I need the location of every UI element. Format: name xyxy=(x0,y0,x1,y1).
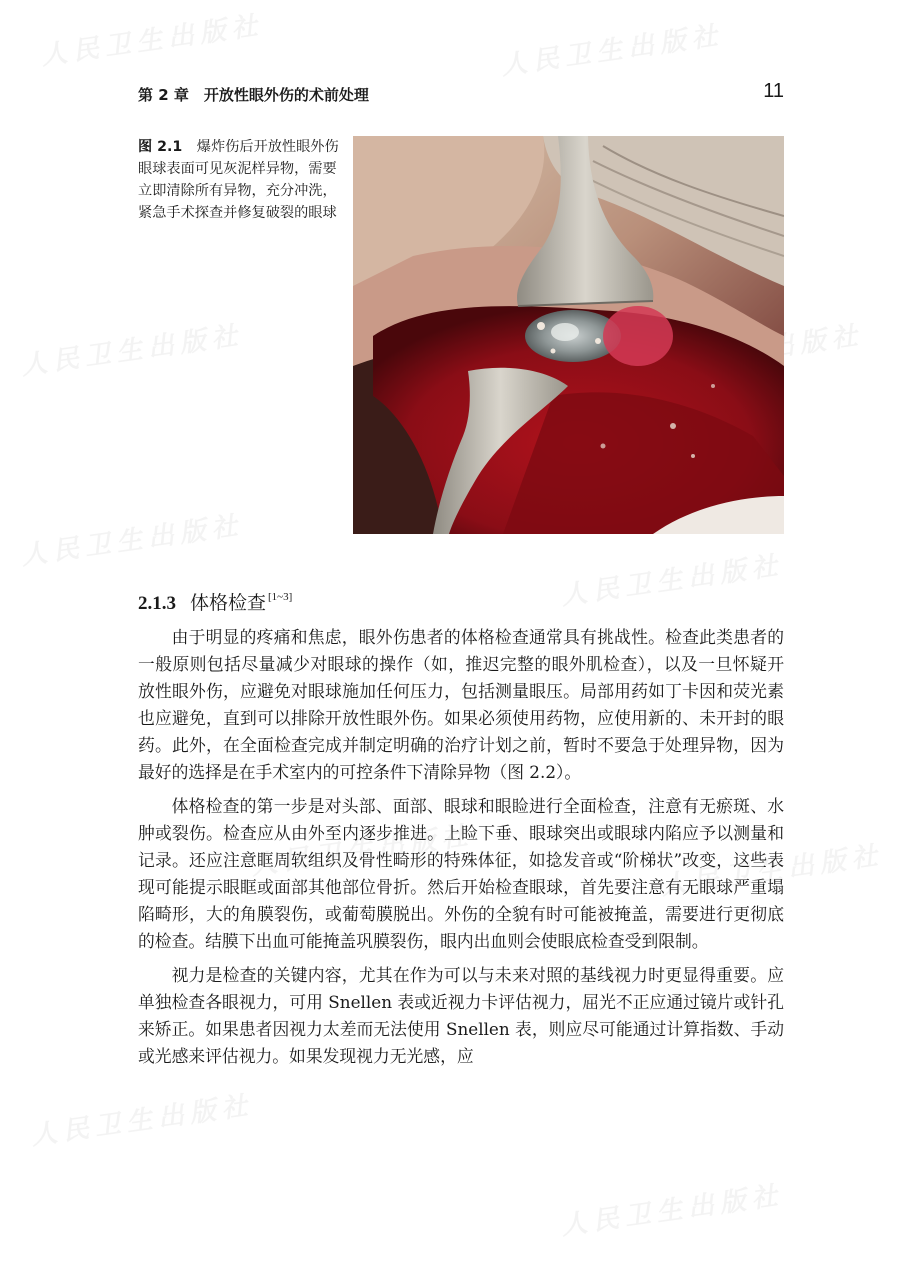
figure-label: 图 2.1 xyxy=(138,139,183,155)
section-number: 2.1.3 xyxy=(138,593,176,614)
figure-title: 爆炸伤后开放性眼外伤 xyxy=(196,139,339,155)
figure-caption xyxy=(138,136,343,224)
figure-description: 眼球表面可见灰泥样异物，需要立即清除所有异物，充分冲洗，紧急手术探查并修复破裂的眼球 xyxy=(138,161,337,221)
watermark xyxy=(29,1085,256,1153)
figure-photo xyxy=(353,136,784,534)
chapter-title: 第 2 章 开放性眼外伤的术前处理 xyxy=(138,86,369,104)
watermark xyxy=(499,15,726,83)
body-text xyxy=(138,624,784,1077)
section-title: 体格检查 xyxy=(190,592,267,614)
section-citation: [1~3] xyxy=(268,591,293,603)
watermark xyxy=(19,315,246,383)
figure-caption-heading xyxy=(138,136,343,158)
page-number: 11 xyxy=(763,80,784,102)
watermark xyxy=(559,545,786,613)
paragraph: 视力是检查的关键内容，尤其在作为可以与未来对照的基线视力时更显得重要。应单独检查各眼视力，可用 Snellen 表或近视力卡评估视力，屈光不正应通过镜片或针孔来矫正。如果患者因视力太差而无法使用 Snellen 表，则应尽可能通过计算指数、手动或光感来评估视力。如果发现视力无光感，应 xyxy=(138,965,784,1066)
running-head xyxy=(138,80,784,108)
paragraph: 体格检查的第一步是对头部、面部、眼球和眼睑进行全面检查，注意有无瘀斑、水肿或裂伤。检查应从由外至内逐步推进。上睑下垂、眼球突出或眼球内陷应予以测量和记录。还应注意眶周软组织及骨性畸形的特殊体征，如捻发音或“阶梯状”改变，这些表现可能提示眼眶或面部其他部位骨折。然后开始检查眼球，首先要注意有无眼球严重塌陷畸形，大的角膜裂伤，或葡萄膜脱出。外伤的全貌有时可能被掩盖，需要进行更彻底的检查。结膜下出血可能掩盖巩膜裂伤，眼内出血则会使眼底检查受到限制。 xyxy=(138,796,784,951)
watermark xyxy=(39,5,266,73)
paragraph: 由于明显的疼痛和焦虑，眼外伤患者的体格检查通常具有挑战性。检查此类患者的一般原则包括尽量减少对眼球的操作（如，推迟完整的眼外肌检查），以及一旦怀疑开放性眼外伤，应避免对眼球施加任何压力，包括测量眼压。局部用药如丁卡因和荧光素也应避免，直到可以排除开放性眼外伤。如果必须使用药物，应使用新的、未开封的眼药。此外，在全面检查完成并制定明确的治疗计划之前，暂时不要急于处理异物，因为最好的选择是在手术室内的可控条件下清除异物（图 2.2）。 xyxy=(138,627,784,782)
watermark xyxy=(559,1175,786,1243)
section-heading xyxy=(138,588,292,615)
watermark xyxy=(19,505,246,573)
eye-injury-photo xyxy=(353,136,784,534)
